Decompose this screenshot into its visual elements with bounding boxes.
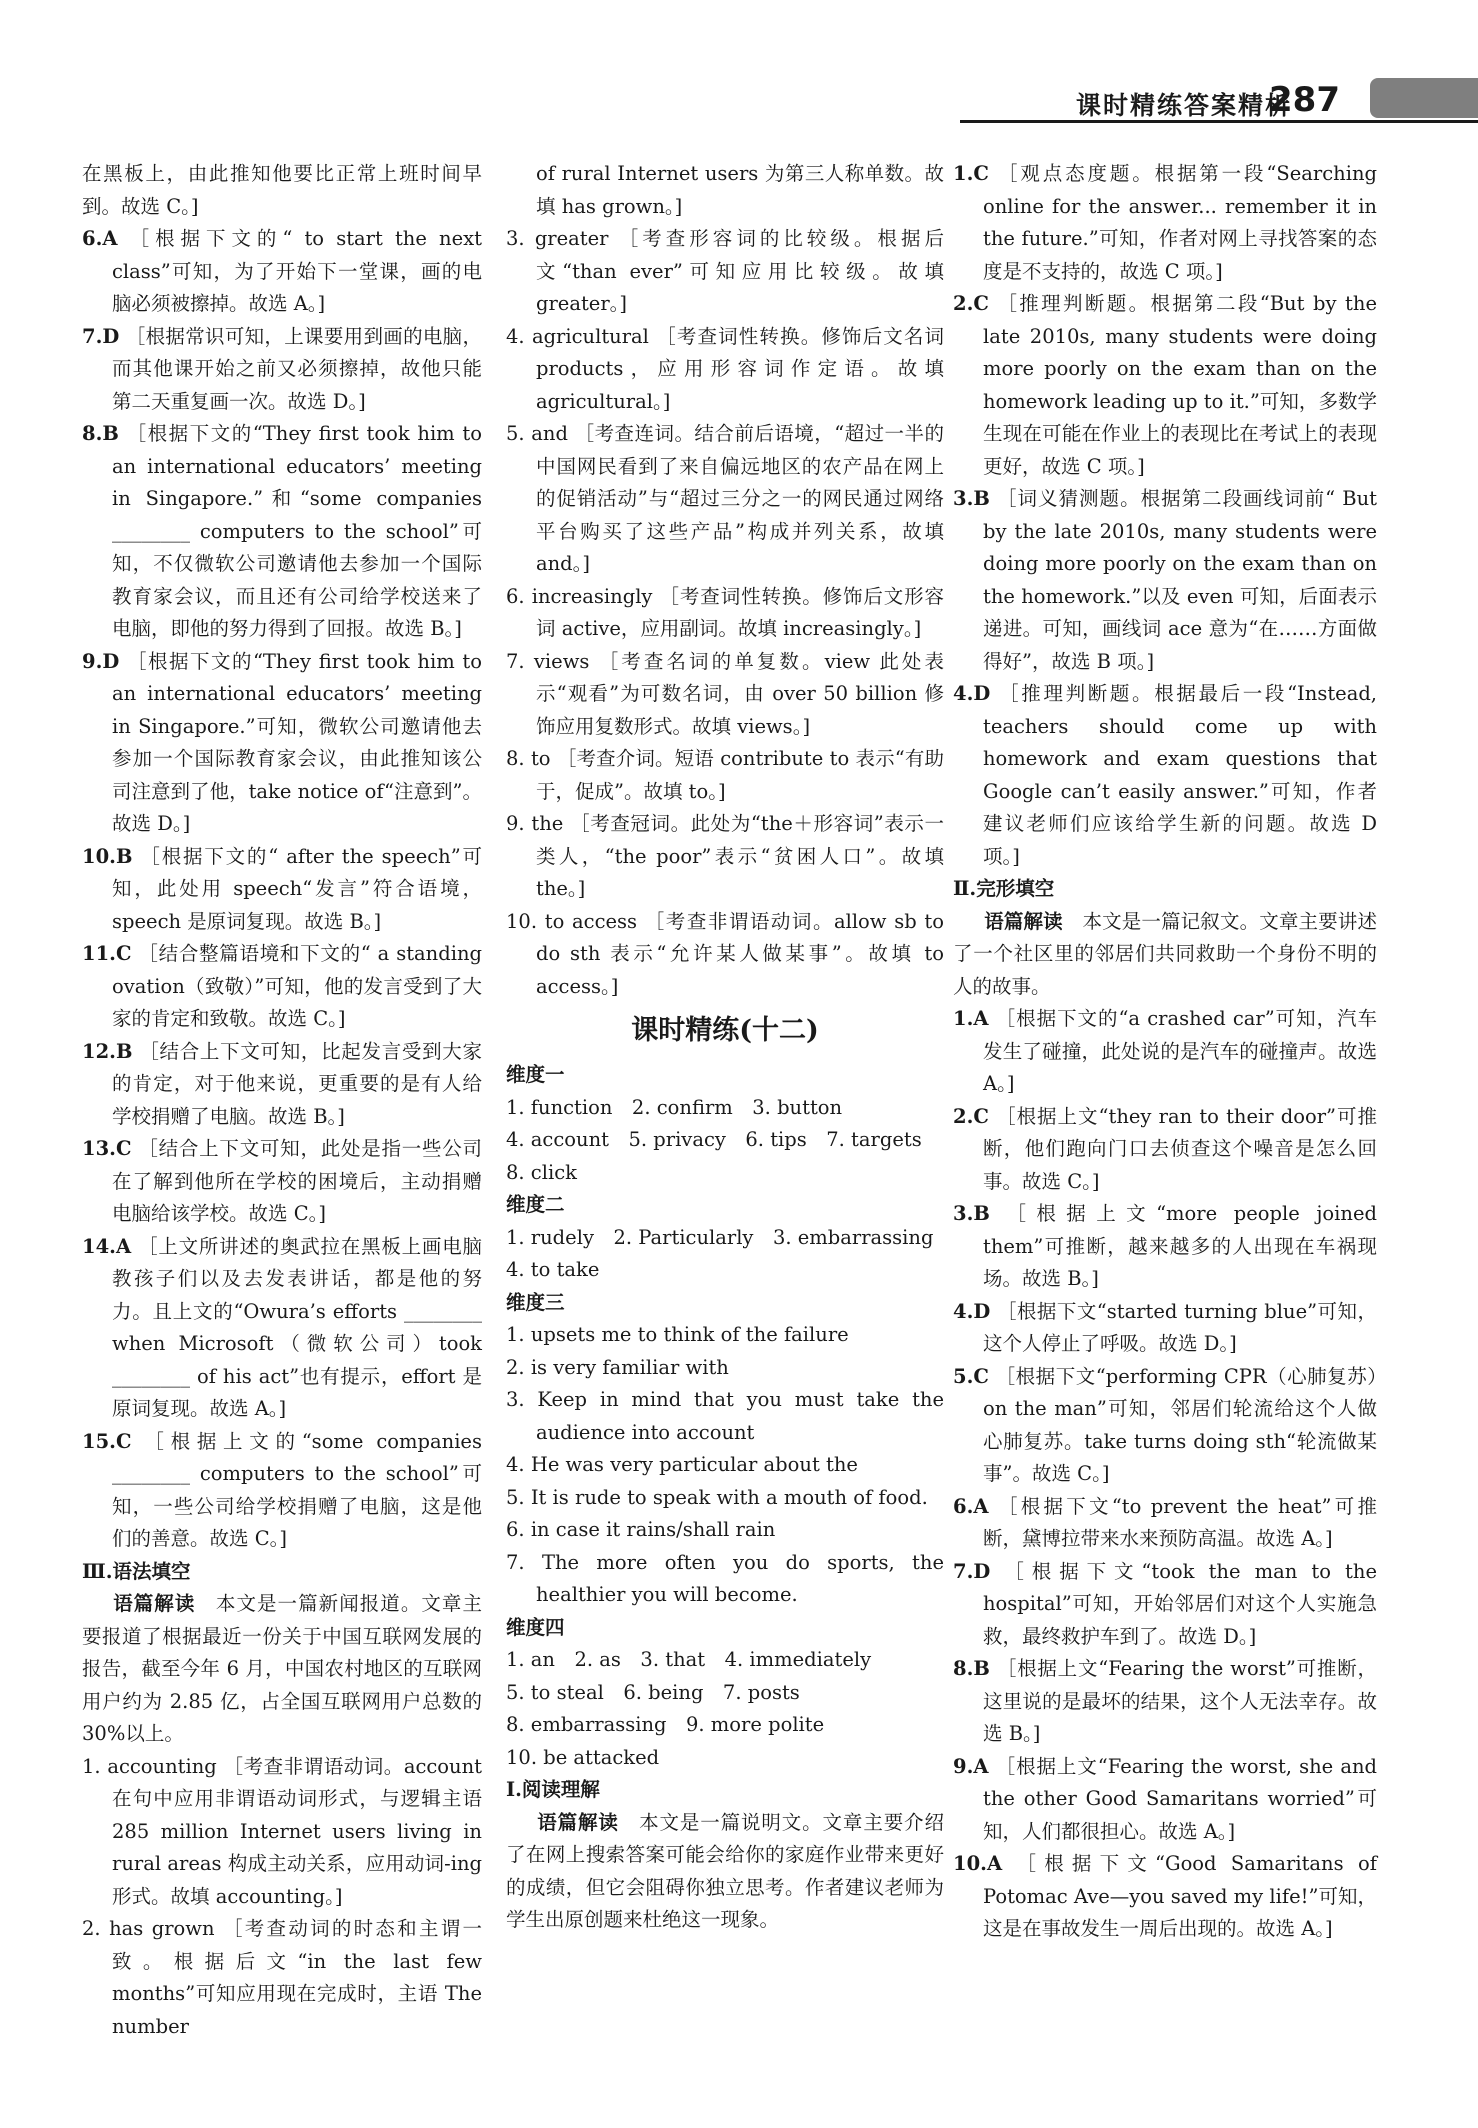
grammar-answer-item: 4. agricultural ［考查词性转换。修饰后文名词 products，应用形容词作定语。故填 agricultural。] [506, 324, 944, 413]
cloze-answer-item: 7.D ［根据下文“took the man to the hospital”可知，开始邻居们对这个人实施急救，最终救护车到了。故选 D。] [953, 1559, 1377, 1648]
answer-item: 7. The more often you do sports, the healthier you will become. [506, 1550, 944, 1606]
grammar-answer-item: 1. accounting ［考查非谓语动词。account 在句中应用非谓语动词形式，与逻辑主语 285 million Internet users living in rural areas 构成主动关系，应用动词-ing 形式。故填 accounting。] [82, 1754, 482, 1908]
answer-item: 12.B ［结合上下文可知，比起发言受到大家的肯定，对于他来说，更重要的是有人给学校捐赠了电脑。故选 B。] [82, 1039, 482, 1128]
section-heading-grammar: Ⅲ.语法填空 [82, 1559, 191, 1583]
answer-item: 3. Keep in mind that you must take the audience into account [506, 1388, 944, 1444]
answer-item: 7.D ［根据常识可知，上课要用到画的电脑，而其他课开始之前又必须擦掉，故他只能第二天重复画一次。故选 D。] [82, 324, 482, 413]
answer-item: 4.D ［推理判断题。根据最后一段“Instead, teachers should come up with homework and exam questions that Google can’t easily answer.”可知，作者建议老师们应该给学生新的问题。故选 D 项。] [953, 682, 1378, 868]
answer-item: 5. It is rude to speak with a mouth of food. [506, 1485, 928, 1509]
cloze-answer-item: 2.C ［根据上文“they ran to their door”可推断，他们跑向门口去侦查这个噪音是怎么回事。故选 C。] [953, 1104, 1377, 1193]
section-heading-reading: Ⅰ.阅读理解 [506, 1778, 600, 1801]
answer-item: 1. upsets me to think of the failure [506, 1323, 849, 1346]
header-title: 课时精练答案精析 [1075, 91, 1292, 120]
answer-item: 13.C ［结合上下文可知，此处是指一些公司在了解到他所在学校的困境后，主动捐赠电脑给该学校。故选 C。] [82, 1137, 482, 1225]
passage-summary: 语篇解读 本文是一篇新闻报道。文章主要报道了根据最近一份关于中国互联网发展的报告，截至今年 6 月，中国农村地区的互联网用户约为 2.85 亿，占全国互联网用户总数的 30%以上。 [82, 1592, 482, 1745]
passage-summary: 语篇解读 本文是一篇说明文。文章主要介绍了在网上搜索答案可能会给你的家庭作业带来更好的成绩，但它会阻碍你独立思考。作者建议老师为学生出原创题来杜绝这一现象。 [506, 1810, 944, 1931]
column-left [82, 158, 482, 2043]
grammar-answer-item: 7. views ［考查名词的单复数。view 此处表示“观看”为可数名词，由 over 50 billion 修饰应用复数形式。故填 views。] [506, 649, 945, 738]
answer-line: 8. embarrassing 9. more polite [506, 1713, 825, 1736]
grammar-answer-item: 8. to ［考查介词。短语 contribute to 表示“有助于，促成”。故填 to。] [506, 747, 945, 803]
answer-line: 1. rudely 2. Particularly 3. embarrassing [506, 1225, 934, 1249]
answer-item: 8.B ［根据下文的“They first took him to an international educators’ meeting in Singapore.”和“some companies ________ computers to the school”可知，不仅微软公司邀请他去参加一个国际教育家会议，而且还有公司给学校送来了电脑，即他的努力得到了回报。故选 B。] [82, 422, 482, 640]
cloze-answer-item: 4.D ［根据下文“started turning blue”可知，这个人停止了呼吸。故选 D。] [953, 1299, 1377, 1355]
answer-line: 4. account 5. privacy 6. tips 7. targets [506, 1128, 922, 1151]
answer-item: 2.C ［推理判断题。根据第二段“But by the late 2010s, many students were doing more poorly on the exam than on the homework leading up to it.”可知，多数学生现在可能在作业上的表现比在考试上的表现更好，故选 C 项。] [953, 292, 1377, 478]
answer-item: 2. is very familiar with [506, 1355, 729, 1379]
grammar-answer-item: 9. the ［考查冠词。此处为“the＋形容词”表示一类人，“the poor”表示“贫困人口”。故填 the。] [506, 812, 945, 900]
answer-line: 4. to take [506, 1258, 600, 1281]
continuation-paragraph: 在黑板上，由此推知他要比正常上班时间早到。故选 C。] [82, 162, 482, 218]
page-header [0, 0, 1478, 128]
header-tab-decoration [1370, 78, 1478, 118]
answer-line: 8. click [506, 1160, 577, 1184]
answer-line: 1. function 2. confirm 3. button [506, 1095, 843, 1119]
cloze-answer-item: 8.B ［根据上文“Fearing the worst”可推断，这里说的是最坏的结果，这个人无法幸存。故选 B。] [953, 1657, 1377, 1745]
answer-item: 10.B ［根据下文的“ after the speech”可知，此处用 speech“发言”符合语境，speech 是原词复现。故选 B。] [82, 844, 482, 933]
cloze-answer-item: 10.A ［根据下文“Good Samaritans of Potomac Ave—you saved my life!”可知，这是在事故发生一周后出现的。故选 A。] [953, 1852, 1377, 1940]
dimension-heading: 维度一 [506, 1063, 565, 1086]
grammar-answer-item: 6. increasingly ［考查词性转换。修饰后文形容词 active，应用副词。故填 increasingly。] [506, 584, 945, 640]
column-middle [506, 158, 944, 1937]
continuation-paragraph: of rural Internet users 为第三人称单数。故填 has grown。] [536, 162, 944, 218]
answer-item: 4. He was very particular about the [506, 1453, 858, 1476]
cloze-answer-item: 3.B ［根据上文“more people joined them”可推断，越来越多的人出现在车祸现场。故选 B。] [953, 1202, 1377, 1290]
page-number: 287 [1269, 80, 1340, 120]
grammar-answer-item: 3. greater ［考查形容词的比较级。根据后文“than ever”可知应用比较级。故填 greater。] [506, 227, 944, 315]
cloze-answer-item: 9.A ［根据上文“Fearing the worst, she and the other Good Samaritans worried”可知，人们都很担心。故选 A。] [953, 1754, 1378, 1843]
passage-summary: 语篇解读 本文是一篇记叙文。文章主要讲述了一个社区里的邻居们共同救助一个身份不明的人的故事。 [953, 909, 1377, 998]
answer-line: 10. be attacked [506, 1745, 660, 1769]
grammar-answer-item: 5. and ［考查连词。结合前后语境，“超过一半的中国网民看到了来自偏远地区的农产品在网上的促销活动”与“超过三分之一的网民通过网络平台购买了这些产品”构成并列关系，故填 and。] [506, 422, 944, 575]
dimension-heading: 维度二 [506, 1193, 565, 1216]
section-title: 课时精练(十二) [631, 1015, 819, 1046]
dimension-heading: 维度三 [506, 1290, 565, 1314]
answer-item: 15.C ［根据上文的“some companies ________ computers to the school”可知，一些公司给学校捐赠了电脑，这是他们的善意。故选 C。] [82, 1429, 482, 1550]
grammar-answer-item: 10. to access ［考查非谓语动词。allow sb to do sth 表示“允许某人做某事”。故填 to access。] [506, 909, 944, 998]
answer-item: 3.B ［词义猜测题。根据第二段画线词前“ But by the late 2010s, many students were doing more poorly on the exam than on the homework.”以及 even 可知，后面表示递进。可知，画线词 ace 意为“在……方面做得好”，故选 B 项。] [953, 487, 1377, 673]
header-rule [960, 120, 1478, 123]
cloze-answer-item: 1.A ［根据下文的“a crashed car”可知，汽车发生了碰撞，此处说的是汽车的碰撞声。故选 A。] [953, 1007, 1377, 1095]
answer-item: 6.A ［根据下文的“ to start the next class”可知，为了开始下一堂课，画的电脑必须被擦掉。故选 A。] [82, 227, 482, 315]
answer-item: 1.C ［观点态度题。根据第一段“Searching online for the answer... remember it in the future.”可知，作者对网上寻找答案的态度是不支持的，故选 C 项。] [953, 162, 1377, 283]
answer-line: 1. an 2. as 3. that 4. immediately [506, 1648, 872, 1671]
cloze-answer-item: 6.A ［根据下文“to prevent the heat”可推断，黛博拉带来水来预防高温。故选 A。] [953, 1494, 1377, 1550]
answer-item: 6. in case it rains/shall rain [506, 1518, 776, 1541]
dimension-heading: 维度四 [506, 1615, 565, 1639]
cloze-answer-list [82, 223, 482, 1556]
answer-line: 5. to steal 6. being 7. posts [506, 1680, 800, 1704]
column-right [953, 158, 1377, 1946]
answer-item: 9.D ［根据下文的“They first took him to an international educators’ meeting in Singapore.”可知，微软公司邀请他去参加一个国际教育家会议，由此推知该公司注意到了他，take notice of“注意到”。故选 D。] [82, 649, 482, 835]
cloze-answer-item: 5.C ［根据下文“performing CPR（心肺复苏）on the man”可知，邻居们轮流给这个人做心肺复苏。take turns doing sth“轮流做某事”。故选 C。] [953, 1364, 1377, 1485]
grammar-answer-item: 2. has grown ［考查动词的时态和主谓一致。根据后文“in the last few months”可知应用现在完成时，主语 The number [82, 1917, 482, 2038]
answer-item: 14.A ［上文所讲述的奥武拉在黑板上画电脑教孩子们以及去发表讲话，都是他的努力。且上文的“Owura’s efforts ________ when Microsoft（微软公司）took ________ of his act”也有提示，effort 是原词复现。故选 A。] [82, 1234, 482, 1420]
section-heading-cloze: Ⅱ.完形填空 [953, 877, 1055, 900]
answer-item: 11.C ［结合整篇语境和下文的“ a standing ovation（致敬）”可知，他的发言受到了大家的肯定和致敬。故选 C。] [82, 942, 483, 1030]
